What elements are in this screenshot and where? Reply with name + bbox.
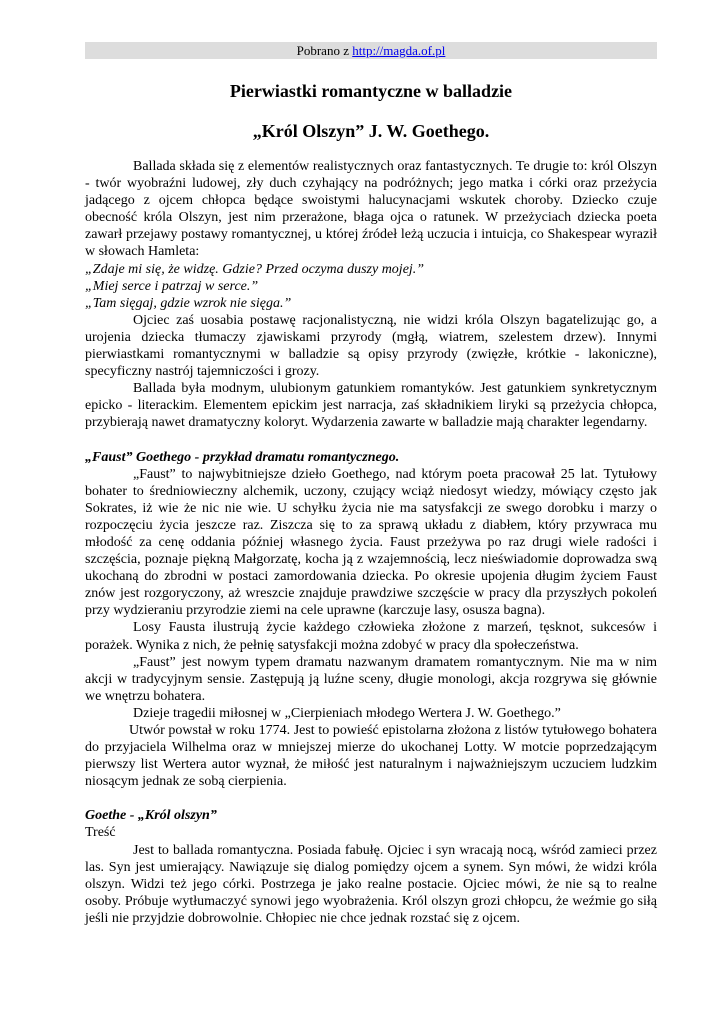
hamlet-quote: „Zdaje mi się, że widzę. Gdzie? Przed oczyma duszy mojej.” bbox=[85, 261, 425, 277]
hamlet-quote: „Tam sięgaj, gdzie wzrok nie sięga.” bbox=[85, 295, 292, 311]
source-banner bbox=[85, 42, 657, 59]
document-body bbox=[85, 158, 657, 927]
paragraph: Losy Fausta ilustrują życie każdego człowieka złożone z marzeń, tęsknot, sukcesów i porażek. Wynika z nich, że pełnię satysfakcji można zdobyć w pracy dla społeczeństwa. bbox=[85, 620, 657, 653]
paragraph: Utwór powstał w roku 1774. Jest to powieść epistolarna złożona z listów tytułowego bohatera do przyjaciela Wilhelma oraz w mniejszej mierze do ukochanej Lotty. W motcie poprzedzającym pierwszy list Wertera autor wyznał, że miłość jest naturalnym i najważniejszym uczuciem ludzkim niosącym jednak ze sobą cierpienia. bbox=[85, 723, 657, 790]
section-subheading: Treść bbox=[85, 825, 116, 841]
document-subtitle: „Król Olszyn” J. W. Goethego. bbox=[252, 121, 490, 141]
spacer bbox=[85, 432, 657, 449]
paragraph: Jest to ballada romantyczna. Posiada fabułę. Ojciec i syn wracają nocą, wśród zamieci przez las. Syn jest umierający. Nawiązuje się dialog pomiędzy ojcem a synem. Syn mówi, że widzi króla olszyn. Widzi też jego córki. Postrzega je jako realne postacie. Ojciec mówi, że nie są to realne osoby. Próbuje wytłumaczyć synowi jego wyobrażenia. Król olszyn grozi chłopcu, że weźmie go siłą jeśli nie przyjdzie dobrowolnie. Chłopiec nie chce jednak rozstać się z ojcem. bbox=[85, 842, 657, 926]
section-heading-faust: „Faust” Goethego - przykład dramatu romantycznego. bbox=[85, 449, 400, 465]
paragraph: Dzieje tragedii miłosnej w „Cierpieniach młodego Wertera J. W. Goethego.” bbox=[133, 705, 561, 721]
paragraph: „Faust” jest nowym typem dramatu nazwanym dramatem romantycznym. Nie ma w nim akcji w tradycyjnym sensie. Zastępują ją luźne sceny, długie monologi, akcja rozgrywa się głównie we wnętrzu bohatera. bbox=[85, 654, 657, 704]
hamlet-quote: „Miej serce i patrzaj w serce.” bbox=[85, 278, 259, 294]
paragraph: Ballada była modnym, ulubionym gatunkiem romantyków. Jest gatunkiem synkretycznym epicko - literackim. Elementem epickim jest narracja, zaś składnikiem liryki są przeżycia chłopca, przybierają nawet dramatyczny koloryt. Wydarzenia zawarte w balladzie mają charakter legendarny. bbox=[85, 381, 657, 431]
paragraph: Ojciec zaś uosabia postawę racjonalistyczną, nie widzi króla Olszyn bagatelizując go, a urojenia dziecka tłumaczy zjawiskami przyrody (mgłą, wiatrem, szelestem drzew). Innymi pierwiastkami romantycznymi w balladzie są opisy przyrody (zwięzłe, krótkie - lakoniczne), specyficzny nastrój tajemniczości i grozy. bbox=[85, 312, 657, 380]
banner-prefix: Pobrano z bbox=[296, 43, 353, 58]
spacer bbox=[85, 790, 657, 807]
paragraph: Ballada składa się z elementów realistycznych oraz fantastycznych. Te drugie to: król Olszyn - twór wyobraźni ludowej, zły duch czyhający na podróżnych; jego matka i córki oraz przeżycia jadącego z ojcem chłopca będące swoistymi halucynacjami wskutek choroby. Dziecko czuje obecność króla Olszyn, jest nim przerażone, błaga ojca o ratunek. W przeżyciach dziecka poeta zawarł przejawy postawy romantycznej, u której źródeł leżą uczucia i intuicja, co Shakespear wyraził w słowach Hamleta: bbox=[85, 159, 657, 260]
paragraph: „Faust” to najwybitniejsze dzieło Goethego, nad którym poeta pracował 25 lat. Tytułowy bohater to średniowieczny alchemik, uczony, czujący wciąż niedosyt wiedzy, mówiący często jak Sokrates, iż wie że nic nie wie. U schyłku życia nie ma satysfakcji ze swego dorobku i marzy o rozpoczęciu życia jeszcze raz. Ziszcza się to za sprawą układu z diabłem, który przywraca mu młodość za cenę oddania później własnego życia. Faust przeżywa po raz drugi wiele radości i szczęścia, poznaje piękną Małgorzatę, kocha ją z wzajemnością, lecz nieświadomie doprowadza swą ukochaną do zbrodni w postaci zamordowania dziecka. Po okresie upojenia długim życiem Faust znów jest rozgoryczony, aż wreszcie znajduje prawdziwe szczęście w pracy dla przyszłych pokoleń przy wydzieraniu przyrodzie ziemi na cele uprawne (karczuje lasy, osusza bagna). bbox=[85, 466, 657, 619]
document-title: Pierwiastki romantyczne w balladzie bbox=[229, 81, 513, 101]
section-heading-krol-olszyn: Goethe - „Król olszyn” bbox=[85, 808, 217, 824]
document-page bbox=[85, 42, 657, 927]
source-link[interactable]: http://magda.of.pl bbox=[352, 43, 446, 58]
